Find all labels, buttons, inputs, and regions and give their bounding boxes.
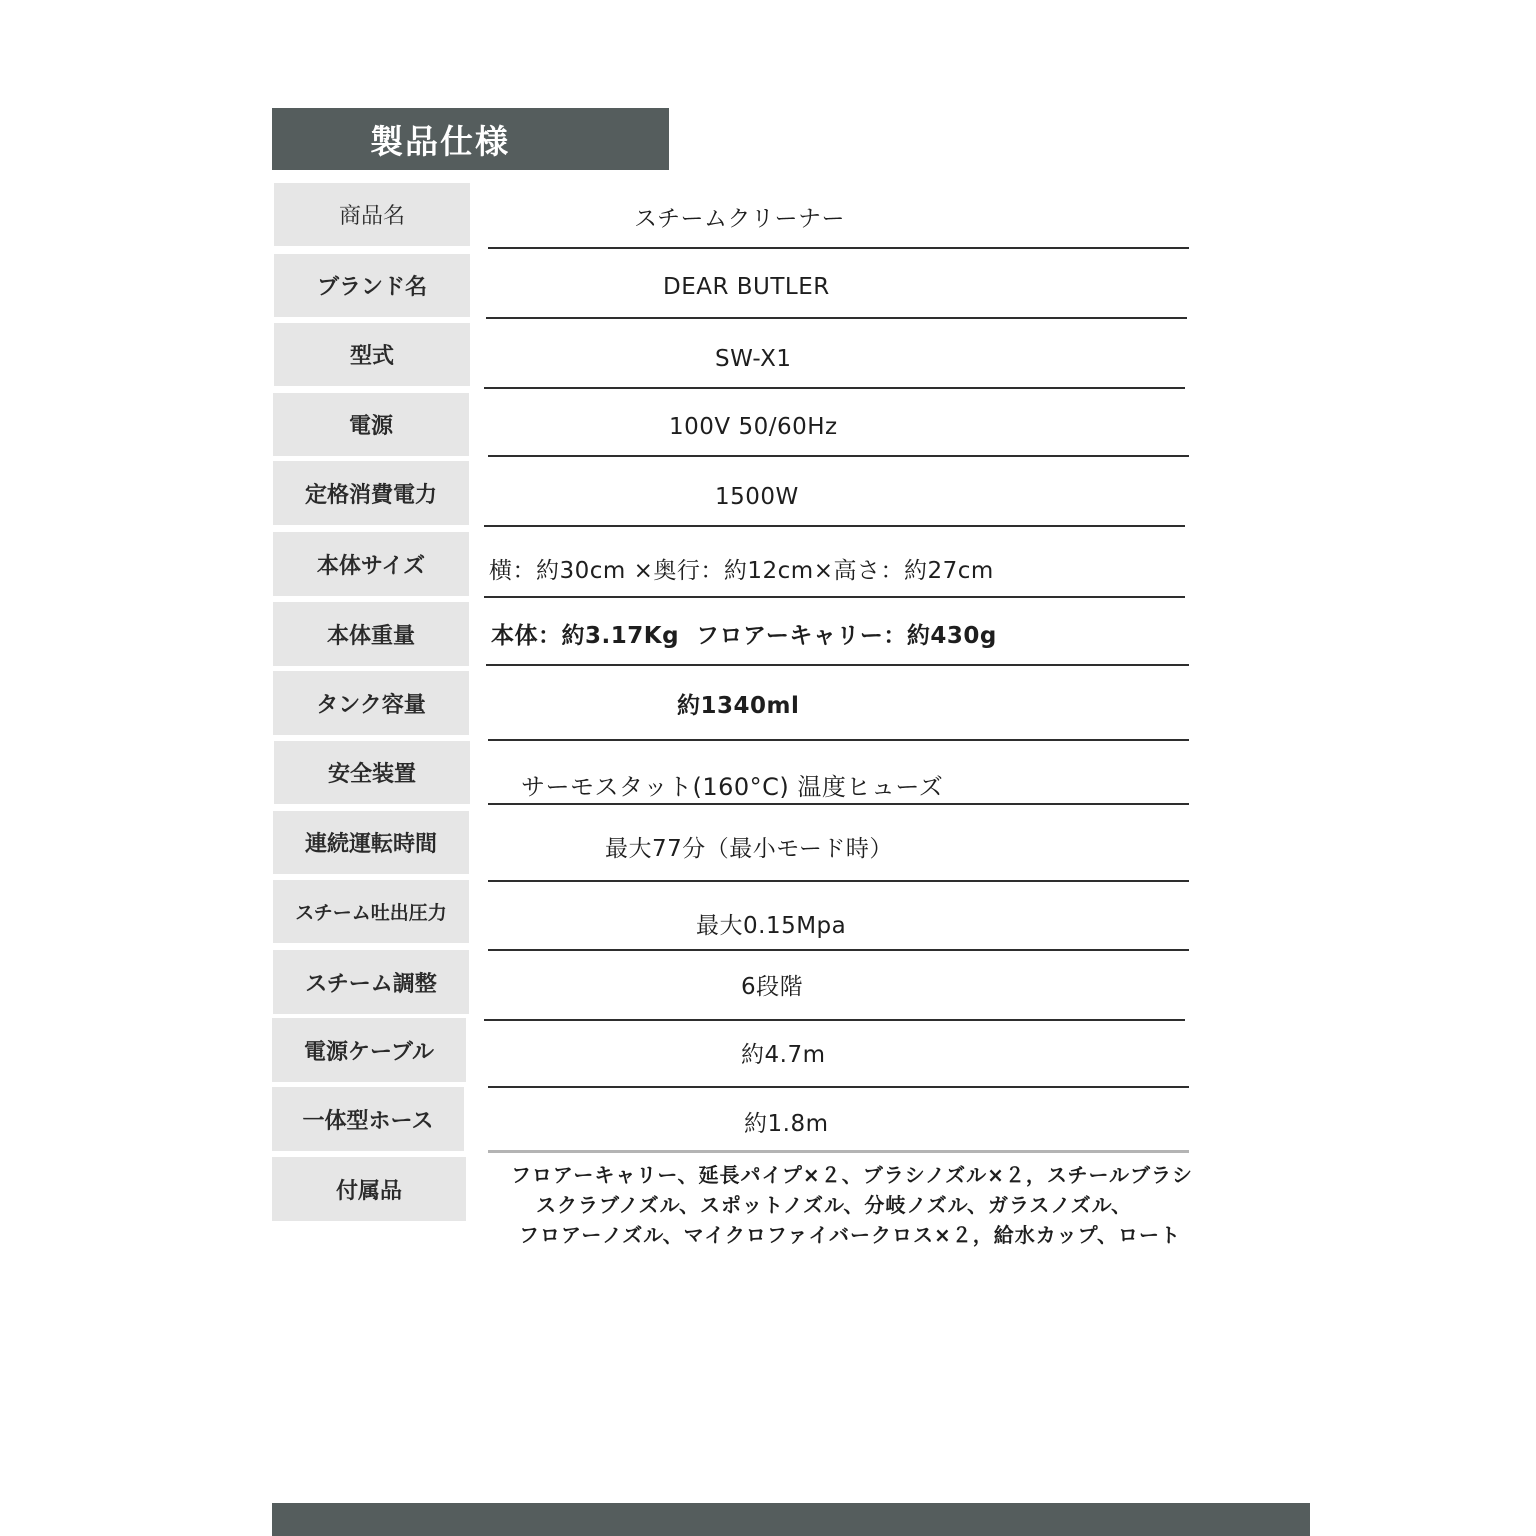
spec-value-hose: 約1.8m — [744, 1111, 829, 1137]
row-divider — [486, 317, 1187, 319]
spec-value-power-source: 100V 50/60Hz — [669, 414, 838, 440]
spec-label-steam-adjust: スチーム調整 — [273, 950, 469, 1014]
footer-bar — [272, 1503, 1310, 1536]
spec-value-power-cable: 約4.7m — [741, 1042, 826, 1068]
spec-value-body-weight: 本体：約3.17Kg フロアーキャリー：約430g — [491, 623, 997, 649]
row-divider — [488, 455, 1189, 457]
spec-value-body-size: 横：約30cm ×奥行：約12cm×高さ：約27cm — [489, 558, 994, 584]
spec-label-body-size: 本体サイズ — [273, 532, 469, 596]
spec-label-continuous-runtime: 連続運転時間 — [273, 811, 469, 874]
spec-label-rated-power: 定格消費電力 — [273, 461, 469, 525]
spec-value-steam-adjust: 6段階 — [741, 974, 804, 1000]
spec-value-accessories-line-2: スクラブノズル、スポットノズル、分岐ノズル、ガラスノズル、 — [536, 1193, 1132, 1217]
spec-label-product-name: 商品名 — [274, 183, 470, 246]
row-divider — [488, 1150, 1189, 1153]
spec-value-steam-pressure: 最大0.15Mpa — [696, 913, 847, 939]
row-divider — [488, 949, 1189, 951]
row-divider — [488, 247, 1189, 249]
spec-label-tank-capacity: タンク容量 — [273, 671, 469, 735]
spec-value-continuous-runtime: 最大77分（最小モード時） — [605, 836, 893, 862]
row-divider — [486, 664, 1189, 666]
spec-label-brand: ブランド名 — [274, 254, 470, 317]
row-divider — [488, 739, 1189, 741]
spec-value-safety-device: サーモスタット(160°C) 温度ヒューズ — [521, 773, 944, 801]
row-divider — [488, 1086, 1189, 1088]
row-divider — [488, 880, 1189, 882]
spec-value-accessories-line-1: フロアーキャリー、延長パイプ×２、ブラシノズル×２，スチールブラシ — [510, 1163, 1194, 1187]
page-title: 製品仕様 — [370, 121, 510, 161]
spec-label-hose: 一体型ホース — [272, 1087, 464, 1151]
spec-label-steam-pressure: スチーム吐出圧力 — [273, 880, 469, 943]
spec-label-model: 型式 — [274, 323, 470, 386]
row-divider — [488, 803, 1189, 805]
row-divider — [484, 387, 1185, 389]
spec-value-rated-power: 1500W — [715, 484, 799, 510]
spec-value-accessories-line-3: フロアーノズル、マイクロファイバークロス×２，給水カップ、ロート — [519, 1223, 1181, 1247]
spec-label-power-source: 電源 — [273, 393, 469, 456]
spec-label-safety-device: 安全装置 — [274, 741, 470, 804]
row-divider — [484, 525, 1185, 527]
spec-value-model: SW-X1 — [715, 346, 792, 372]
spec-value-product-name: スチームクリーナー — [634, 206, 846, 232]
spec-title-banner — [272, 108, 669, 170]
spec-value-tank-capacity: 約1340ml — [677, 693, 800, 719]
spec-value-brand: DEAR BUTLER — [663, 274, 830, 300]
spec-label-power-cable: 電源ケーブル — [272, 1018, 466, 1082]
spec-label-body-weight: 本体重量 — [273, 602, 469, 666]
row-divider — [484, 1019, 1185, 1021]
row-divider — [484, 596, 1185, 598]
spec-label-accessories: 付属品 — [272, 1157, 466, 1221]
